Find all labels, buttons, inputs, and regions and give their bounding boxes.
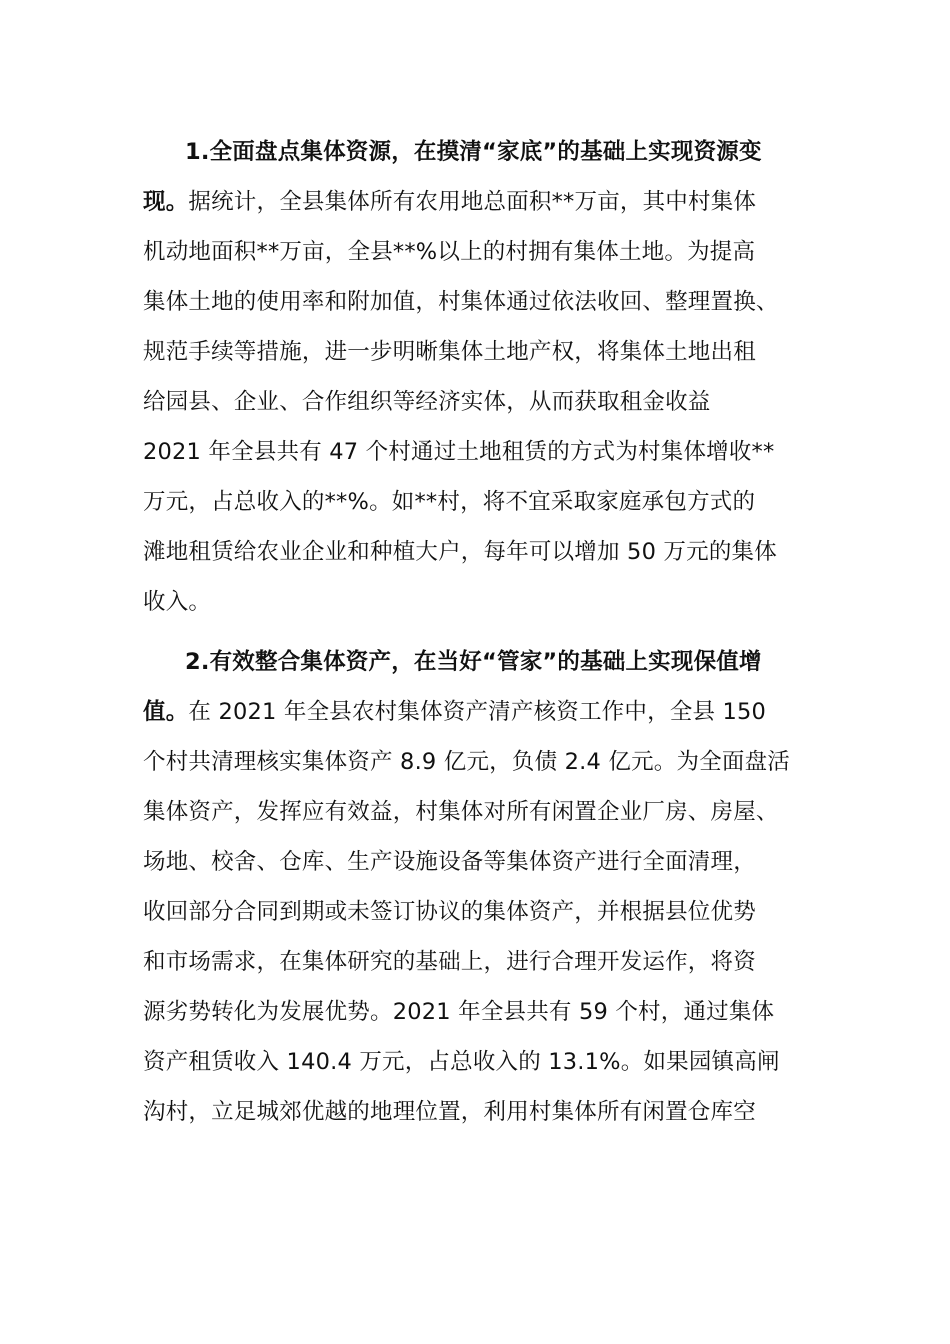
section1-heading: 1.全面盘点集体资源，在摸清“家底”的基础上实现资源变 <box>185 139 762 165</box>
section2-line6: 收回部分合同到期或未签订协议的集体资产，并根据县位优势 <box>143 899 756 925</box>
section2-line7: 和市场需求，在集体研究的基础上，进行合理开发运作，将资 <box>143 949 756 975</box>
section2-line3: 个村共清理核实集体资产 8.9 亿元，负债 2.4 亿元。为全面盘活 <box>143 749 790 775</box>
section1-line9: 滩地租赁给农业企业和种植大户，每年可以增加 50 万元的集体 <box>143 539 777 565</box>
section2-line10: 沟村，立足城郊优越的地理位置，利用村集体所有闲置仓库空 <box>143 1099 756 1125</box>
section1-line6: 给园县、企业、合作组织等经济实体，从而获取租金收益 <box>143 389 711 415</box>
section1-line10: 收入。 <box>143 589 212 615</box>
section1-line8: 万元，占总收入的**%。如**村，将不宜采取家庭承包方式的 <box>143 489 756 515</box>
section2-heading-end: 值。 <box>143 699 189 725</box>
section1-line5: 规范手续等措施，进一步明晰集体土地产权，将集体土地出租 <box>143 339 756 365</box>
section1-line4: 集体土地的使用率和附加值，村集体通过依法收回、整理置换、 <box>143 289 779 315</box>
section2-line5: 场地、校舍、仓库、生产设施设备等集体资产进行全面清理， <box>143 849 756 875</box>
section1-line7: 2021 年全县共有 47 个村通过土地租赁的方式为村集体增收** <box>143 439 775 465</box>
section1-heading-end: 现。 <box>143 189 189 215</box>
section2-line9: 资产租赁收入 140.4 万元，占总收入的 13.1%。如果园镇高闸 <box>143 1049 780 1075</box>
section2-line8: 源劣势转化为发展优势。2021 年全县共有 59 个村，通过集体 <box>143 999 775 1025</box>
section2-heading: 2.有效整合集体资产，在当好“管家”的基础上实现保值增 <box>185 649 762 675</box>
section2-line2 <box>143 697 766 727</box>
section1-line2-text: 据统计，全县集体所有农用地总面积**万亩，其中村集体 <box>188 189 757 215</box>
section1-line3: 机动地面积**万亩，全县**%以上的村拥有集体土地。为提高 <box>143 239 756 265</box>
section2-line4: 集体资产，发挥应有效益，村集体对所有闲置企业厂房、房屋、 <box>143 799 779 825</box>
section1-line2 <box>143 187 756 217</box>
section2-line2-text: 在 2021 年全县农村集体资产清产核资工作中，全县 150 <box>188 699 767 725</box>
